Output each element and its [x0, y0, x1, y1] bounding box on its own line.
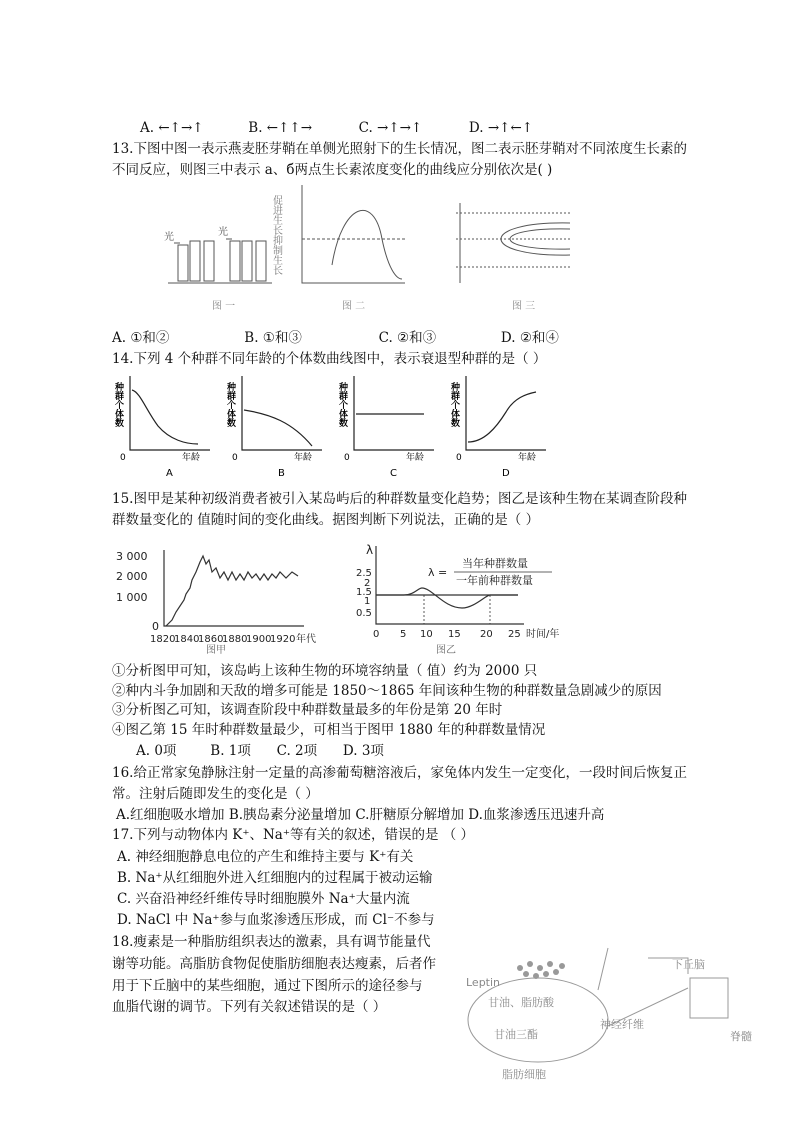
q13-options	[112, 328, 559, 348]
fig-b-xtick-0: 0	[373, 629, 380, 640]
q14-origin: 0	[120, 453, 126, 463]
q15-statement-3: ③分析图乙可知，该调查阶段中种群数量最多的年份是第 20 年时	[112, 702, 503, 718]
q14-curve-a	[132, 390, 198, 444]
q14-panel-b	[225, 376, 322, 479]
fig1-light-1: 光	[164, 232, 174, 243]
q18-hypothalamus: 下丘脑	[672, 958, 705, 971]
fig-a-xtick-1880: 1880	[222, 634, 248, 645]
q17-option-a: A. 神经细胞静息电位的产生和维持主要与 K⁺有关	[117, 849, 414, 865]
fig-b-label: 图乙	[436, 645, 456, 656]
q17-stem: 17.下列与动物体内 K⁺、Na⁺等有关的叙述，错误的是 （ ）	[112, 827, 475, 843]
q15-stem: 15.图甲是某种初级消费者被引入某岛屿后的种群数量变化趋势；图乙是该种生物在某调查阶段种群数量变化的 值随时间的变化曲线。据图判断下列说法，正确的是（ ）	[112, 491, 687, 528]
fig-a-label: 图甲	[206, 645, 226, 656]
q13-fig2	[302, 185, 405, 283]
q15-option-c: C. 2项	[276, 743, 318, 759]
q13-fig2-label: 图 二	[342, 301, 366, 312]
q13-option-c: C. ②和③	[378, 330, 437, 346]
q12-option-d: D. →↑←↑	[468, 120, 534, 136]
fig-a-curve	[166, 556, 298, 626]
q16-options: A.红细胞吸水增加 B.胰岛素分泌量增加 C.肝糖原分解增加 D.血浆渗透压迅速升高	[116, 807, 605, 823]
fig-b-ytick-1: 1	[364, 596, 371, 607]
q13-fig2-ylabel: 促进生长抑制生长	[270, 195, 282, 275]
fig-b-xtick-20: 20	[480, 629, 493, 640]
q14-stem: 14.下列 4 个种群不同年龄的个体数曲线图中，表示衰退型种群的是（ ）	[112, 351, 547, 367]
fig-b-formula-num: 当年种群数量	[462, 557, 528, 570]
fig-b-xunit: 时间/年	[526, 629, 560, 640]
q13-fig1	[164, 225, 272, 283]
q14-panel-label: D	[502, 468, 510, 479]
q18-fat-cell: 脂肪细胞	[502, 1068, 546, 1081]
fig-a-xtick-1860: 1860	[198, 634, 224, 645]
fig-b-xtick-10: 10	[420, 629, 433, 640]
fig-b-xtick-25: 25	[508, 629, 521, 640]
q18-leptin: Leptin	[466, 976, 501, 989]
q14-xlabel: 年龄	[294, 453, 313, 463]
q18-glycerol-fa: 甘油、脂肪酸	[488, 996, 554, 1009]
q15-statement-4: ④图乙第 15 年时种群数量最少，可相当于图甲 1880 年的种群数量情况	[112, 722, 546, 738]
q18-line-1: 18.瘦素是一种脂肪组织表达的激素，具有调节能量代	[112, 934, 431, 950]
q16-stem: 16.给正常家兔静脉注射一定量的高渗葡萄糖溶液后，家兔体内发生一定变化，一段时间后恢复正常。注射后随即发生的变化是（ ）	[112, 765, 687, 802]
q14-xlabel: 年龄	[182, 453, 201, 463]
fig-b-xtick-5: 5	[400, 629, 407, 640]
q14-panel-a	[113, 376, 210, 479]
q18-diagram	[458, 928, 778, 1088]
fig-a-ytick-0: 0	[152, 620, 159, 633]
fig-a-xtick-1820: 1820	[150, 634, 176, 645]
fig-a-ytick-2000: 2 000	[116, 570, 148, 583]
q14-ylabel: 种群个体数	[337, 382, 347, 427]
fig-a-xtick-1900: 1900	[246, 634, 272, 645]
q13-option-b: B. ①和③	[244, 330, 302, 346]
q14-origin: 0	[344, 453, 350, 463]
q17-option-b: B. Na⁺从红细胞外进入红细胞内的过程属于被动运输	[117, 870, 433, 886]
q13-option-a: A. ①和②	[112, 330, 170, 346]
fig-b-xtick-15: 15	[448, 629, 461, 640]
q14-ylabel: 种群个体数	[113, 382, 123, 427]
fig-b-ytick-25: 2.5	[356, 568, 372, 579]
q14-panel-d	[449, 376, 546, 479]
q13-option-d: D. ②和④	[500, 330, 559, 346]
q15-option-d: D. 3项	[342, 743, 384, 759]
fig-a-xunit: 年代	[296, 634, 316, 645]
q18-line-3: 用于下丘脑中的某些细胞，通过下图所示的途径参与	[112, 978, 423, 994]
q15-option-b: B. 1项	[210, 743, 251, 759]
q14-origin: 0	[456, 453, 462, 463]
fig-b-ytick-2: 2	[364, 578, 371, 589]
fig-a-ytick-1000: 1 000	[116, 591, 148, 604]
q15-option-a: A. 0项	[136, 743, 177, 759]
fig-a-ytick-3000: 3 000	[116, 550, 148, 563]
q14-panel-c	[337, 376, 434, 479]
q14-panel-label: A	[166, 468, 173, 479]
q14-xlabel: 年龄	[518, 453, 537, 463]
q18-triglyceride: 甘油三酯	[494, 1028, 538, 1041]
q14-figures	[113, 374, 558, 482]
fig-b-formula-den: 一年前种群数量	[456, 574, 533, 587]
q14-xlabel: 年龄	[406, 453, 425, 463]
q14-curve-b	[244, 410, 312, 446]
q14-origin: 0	[232, 453, 238, 463]
q12-option-a: A. ←↑→↑	[140, 120, 204, 136]
q18-line-4: 血脂代谢的调节。下列有关叙述错误的是（ ）	[112, 999, 387, 1015]
q14-panel-label: B	[278, 468, 285, 479]
fig-a-xtick-1840: 1840	[174, 634, 200, 645]
fig1-light-2: 光	[218, 227, 228, 238]
fig-b-lambda: λ	[366, 543, 374, 557]
q13-fig3-label: 图 三	[512, 301, 536, 312]
q15-statement-1: ①分析图甲可知，该岛屿上该种生物的环境容纳量（ 值）约为 2000 只	[112, 663, 538, 679]
q17-option-c: C. 兴奋沿神经纤维传导时细胞膜外 Na⁺大量内流	[117, 891, 410, 907]
fig-a-xtick-1920: 1920	[270, 634, 296, 645]
q13-fig3	[456, 203, 570, 283]
q14-curve-d	[468, 392, 536, 442]
q18-nerve: 神经纤维	[600, 1018, 644, 1031]
fig-b-ytick-05: 0.5	[356, 608, 372, 619]
q18-spine: 脊髓	[730, 1030, 752, 1043]
q13-stem: 13.下图中图一表示燕麦胚芽鞘在单侧光照射下的生长情况，图二表示胚芽鞘对不同浓度生长素的不同反应，则图三中表示 a、б两点生长素浓度变化的曲线应分别依次是( )	[112, 141, 687, 178]
q15-options	[136, 741, 384, 761]
q15-statement-2: ②种内斗争加剧和天敌的增多可能是 1850～1865 年间该种生物的种群数量急剧减少的原因	[112, 683, 662, 699]
q12-options	[140, 118, 533, 138]
fig-b-ytick-15: 1.5	[356, 587, 372, 598]
q14-ylabel: 种群个体数	[449, 382, 459, 427]
q15-figures	[114, 542, 594, 654]
q13-figures	[160, 183, 580, 318]
q17-option-d: D. NaCl 中 Na⁺参与血浆渗透压形成，而 Cl⁻不参与	[117, 912, 435, 928]
q12-option-b: B. ←↑↑→	[248, 120, 313, 136]
q14-panel-label: C	[390, 468, 397, 479]
fig-b-formula-lhs: λ =	[428, 566, 448, 579]
q15-fig-a	[164, 550, 304, 626]
q18-line-2: 谢等功能。高脂肪食物促使脂肪细胞表达瘦素，后者作	[112, 956, 436, 972]
q13-fig1-label: 图 一	[212, 301, 236, 312]
q12-option-c: C. →↑→↑	[358, 120, 423, 136]
q14-ylabel: 种群个体数	[225, 382, 235, 427]
